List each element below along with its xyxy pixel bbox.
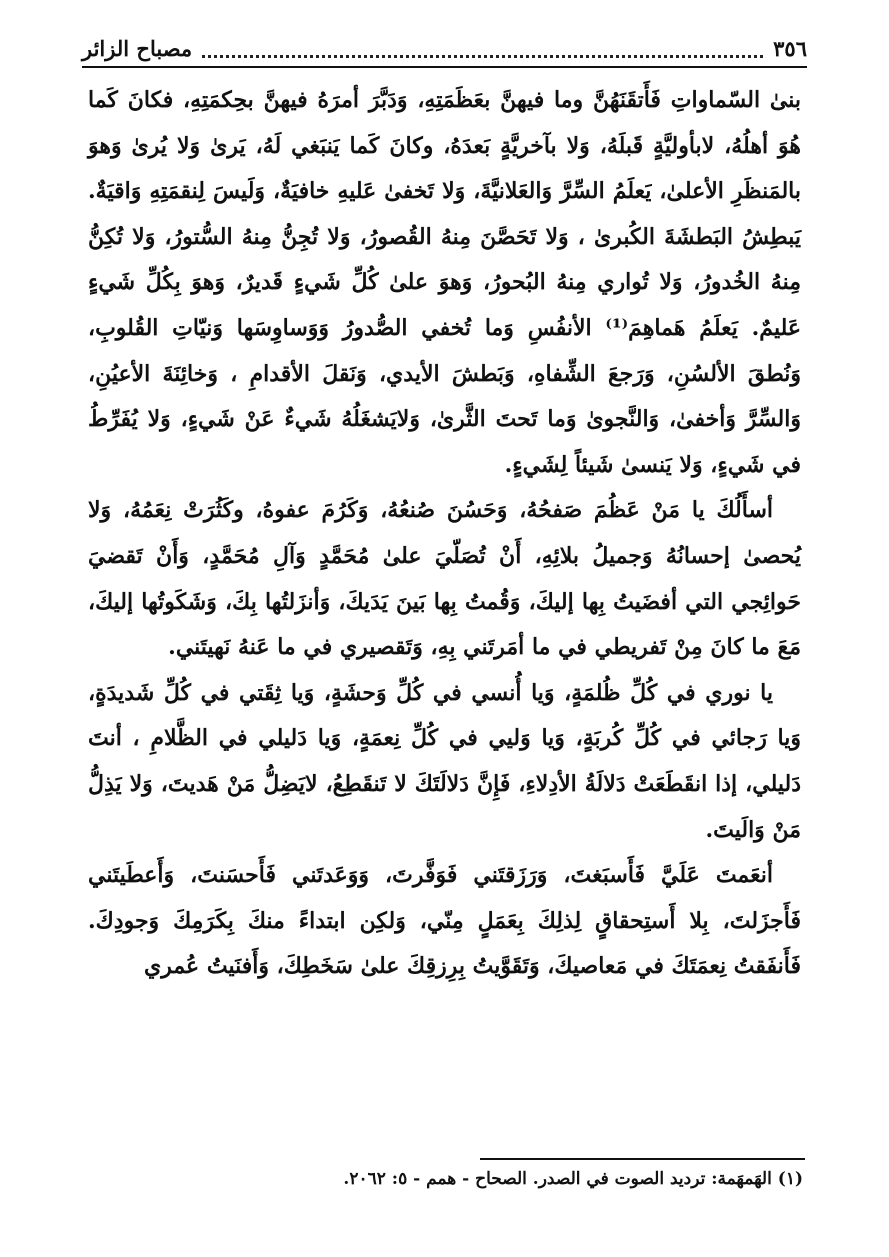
page-header <box>82 28 807 68</box>
page-number: ٣٥٦ <box>773 35 807 61</box>
header-divider <box>82 66 807 68</box>
paragraph-1: بنىٰ السّماواتِ فَأَتقَنَهُنَّ وما فيهنَّ بعَظَمَتِهِ، وَدَبَّرَ أمرَهُ فيهنَّ بحِكمَتِهِ، فكانَ كَما هُوَ أهلُهُ، لابأوليَّةٍ قَبلَهُ، وَلا بآخريَّةٍ بَعدَهُ، وكانَ كَما يَنبَغي لَهُ، يَرىٰ وَلا يُرىٰ وَهوَ بالمَنظَرِ الأعلىٰ، يَعلَمُ السِّرَّ وَالعَلانيَّةَ، وَلا تَخفىٰ عَليهِ خافيَةٌ، وَلَيسَ لِنقمَتِهِ وَاقيَةٌ. يَبطِشُ البَطشَةَ الكُبرىٰ ، وَلا تَحَصَّنَ مِنهُ القُصورُ، وَلا تُجِنُّ مِنهُ السُّتورُ، وَلا تُكِنُّ مِنهُ الخُدورُ، وَلا تُواري مِنهُ البُحورُ، وَهوَ علىٰ كُلِّ شَيءٍ قَديرٌ، وَهوَ بِكُلِّ شَيءٍ عَليمٌ. يَعلَمُ هَماهِمَ⁽¹⁾ الأنفُسِ وَما تُخفي الصُّدورُ وَوَساوِسَها وَنيّاتِ القُلوبِ، وَنُطقَ الألسُنِ، وَرَجعَ الشِّفاهِ، وَبَطشَ الأيدي، وَنَقلَ الأقدامِ ، وَخائِنَةَ الأعيُنِ، وَالسِّرَّ وَأخفىٰ، وَالنَّجوىٰ وَما تَحتَ الثَّرىٰ، وَلايَشغَلُهُ شَيءٌ عَنْ شَيءٍ، وَلا يُفَرِّطُ في شَيءٍ، وَلا يَنسىٰ شَيئاً لِشَيءٍ. <box>88 87 801 478</box>
paragraph-3: يا نوري في كُلِّ ظُلمَةٍ، وَيا أُنسي في كُلِّ وَحشَةٍ، وَيا ثِقَتي في كُلِّ شَديدَةٍ، وَيا رَجائي في كُلِّ كُربَةٍ، وَيا وَليي في كُلِّ نِعمَةٍ، وَيا دَليلي في الظَّلامِ ، أنتَ دَليلي، إذا انقَطَعَتْ دَلالَةُ الأدِلاءِ، فَإِنَّ دَلالَتَكَ لا تَنقَطِعُ، لايَضِلُّ مَنْ هَديتَ، وَلا يَذِلُّ مَنْ وَالَيتَ. <box>88 679 801 843</box>
footnote: (١) الهَمهَمة: ترديد الصوت في الصدر. الصحاح - همم - ٥: ٢٠٦٢. <box>343 1169 803 1189</box>
running-title: مصباح الزائر <box>82 35 193 61</box>
paragraph-2: أسأَلُكَ يا مَنْ عَظُمَ صَفحُهُ، وَحَسُنَ صُنعُهُ، وَكَرُمَ عفوهُ، وكَثُرَتْ نِعَمُهُ، وَلا يُحصىٰ إحسانُهُ وَجميلُ بلائِهِ، أَنْ تُصَلّيَ علىٰ مُحَمَّدٍ وَآلِ مُحَمَّدٍ، وَأَنْ تَقضيَ حَوائِجي التي أفضَيتُ بِها إليكَ، وَقُمتُ بِها بَينَ يَدَيكَ، وَأنزَلتُها بِكَ، وَشَكَوتُها إليكَ، مَعَ ما كانَ مِنْ تَفريطي في ما أمَرتَني بِهِ، وَتَقصيري في ما عَنهُ نَهيتَني. <box>88 497 801 661</box>
main-text <box>88 78 801 990</box>
paragraph-4: أنعَمتَ عَلَيَّ فَأَسبَغتَ، وَرَزَقتَني فَوَفَّرتَ، وَوَعَدتَني فَأَحسَنتَ، وَأَعطَيتَني فَأَجزَلتَ، بِلا أَستِحقاقٍ لِذلِكَ بِعَمَلٍ مِنّي، وَلكِن ابتداءً منكَ بِكَرَمِكَ وَجودِكَ. فَأَنفَقتُ نِعمَتَكَ في مَعاصيكَ، وَتَقَوَّيتُ بِرِزقِكَ علىٰ سَخَطِكَ، وَأَفنَيتُ عُمري <box>88 862 801 980</box>
header-leader-dots <box>202 55 763 58</box>
footnote-divider <box>480 1158 805 1160</box>
